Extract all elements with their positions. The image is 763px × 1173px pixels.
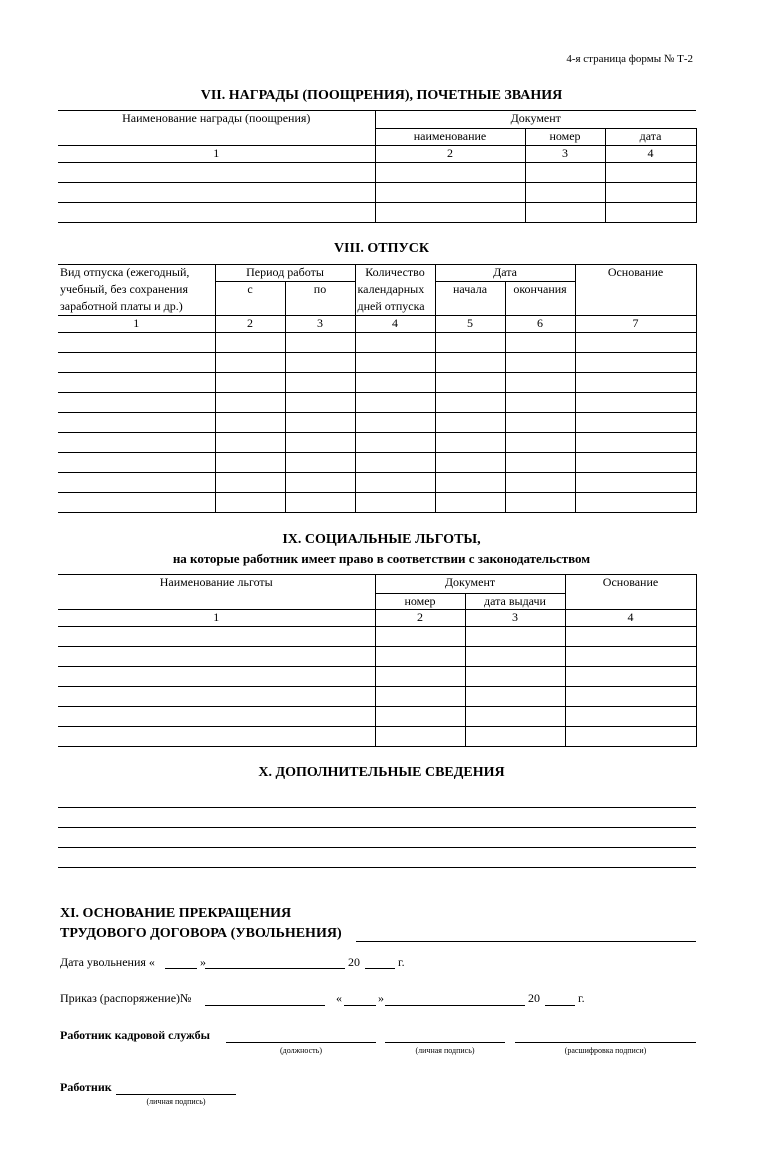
leave-header-type-line3: заработной платы и др.)	[60, 298, 183, 313]
benefits-header-number: номер	[375, 594, 465, 610]
table-row	[58, 627, 696, 647]
leave-header-date: Дата	[435, 265, 575, 282]
dismissal-year-suffix: г.	[398, 955, 405, 969]
leave-header-start: начала	[435, 282, 505, 316]
leave-header-basis: Основание	[575, 265, 696, 316]
benefits-header-name: Наименование льготы	[58, 575, 375, 610]
awards-colnum-1: 1	[58, 146, 375, 163]
leave-colnum-2: 2	[215, 316, 285, 333]
table-row	[58, 493, 696, 513]
hr-position-caption: (должность)	[280, 1046, 322, 1055]
hr-signature-caption: (личная подпись)	[415, 1046, 475, 1055]
dismissal-month-field[interactable]	[205, 968, 345, 969]
awards-header-docname: наименование	[375, 129, 525, 146]
leave-header-from: с	[215, 282, 285, 316]
additional-info-line-2[interactable]	[58, 827, 696, 828]
employee-signature-field[interactable]	[116, 1094, 236, 1095]
order-label: Приказ (распоряжение)№	[60, 991, 192, 1005]
dismissal-quote-close: »	[200, 955, 206, 969]
dismissal-year-field[interactable]	[365, 968, 395, 969]
order-quote-close: »	[378, 991, 384, 1005]
leave-colnum-6: 6	[505, 316, 575, 333]
awards-colnum-3: 3	[525, 146, 605, 163]
leave-header-to: по	[285, 282, 355, 316]
leave-header-type-line2: учебный, без сохранения	[60, 281, 188, 296]
leave-header-count: Количество	[355, 265, 435, 282]
dismissal-date-label: Дата увольнения «	[60, 955, 155, 969]
hr-position-field[interactable]	[226, 1042, 376, 1043]
table-row	[58, 373, 696, 393]
awards-header-document: Документ	[375, 111, 696, 129]
awards-colnum-2: 2	[375, 146, 525, 163]
section-9-title: IX. СОЦИАЛЬНЫЕ ЛЬГОТЫ,	[282, 532, 481, 547]
dismissal-year-prefix: 20	[348, 955, 360, 969]
order-year-suffix: г.	[578, 991, 585, 1005]
hr-signature-decode-field[interactable]	[515, 1042, 696, 1043]
awards-header-number: номер	[525, 129, 605, 146]
awards-header-date: дата	[605, 129, 696, 146]
benefits-header-basis: Основание	[565, 575, 696, 610]
table-row	[58, 393, 696, 413]
table-row	[58, 473, 696, 493]
awards-colnum-4: 4	[605, 146, 696, 163]
employee-signature-caption: (личная подпись)	[146, 1097, 206, 1106]
leave-colnum-7: 7	[575, 316, 696, 333]
table-row	[58, 667, 696, 687]
order-day-field[interactable]	[344, 1005, 376, 1006]
table-row	[58, 353, 696, 373]
leave-header-count-line2: календарных	[355, 282, 435, 299]
section-11-title-line1: XI. ОСНОВАНИЕ ПРЕКРАЩЕНИЯ	[60, 906, 292, 921]
leave-header-end: окончания	[505, 282, 575, 316]
table-row	[58, 433, 696, 453]
table-row	[58, 163, 696, 183]
benefits-table	[58, 574, 697, 747]
benefits-colnum-3: 3	[465, 610, 565, 627]
additional-info-line-1[interactable]	[58, 807, 696, 808]
table-row	[58, 183, 696, 203]
order-month-field[interactable]	[385, 1005, 525, 1006]
table-row	[58, 647, 696, 667]
leave-header-count-line3: дней отпуска	[355, 299, 435, 316]
order-quote-open: «	[336, 991, 342, 1005]
awards-header-name: Наименование награды (поощрения)	[58, 111, 375, 146]
section-10-title: X. ДОПОЛНИТЕЛЬНЫЕ СВЕДЕНИЯ	[258, 765, 505, 780]
section-11-title-line2: ТРУДОВОГО ДОГОВОРА (УВОЛЬНЕНИЯ)	[60, 926, 342, 941]
table-row	[58, 687, 696, 707]
leave-header-period: Период работы	[215, 265, 355, 282]
table-row	[58, 413, 696, 433]
section-9-subtitle: на которые работник имеет право в соответствии с законодательством	[172, 551, 591, 566]
additional-info-line-4[interactable]	[58, 867, 696, 868]
termination-basis-field[interactable]	[356, 941, 696, 942]
leave-colnum-3: 3	[285, 316, 355, 333]
benefits-colnum-4: 4	[565, 610, 696, 627]
section-7-title: VII. НАГРАДЫ (ПООЩРЕНИЯ), ПОЧЕТНЫЕ ЗВАНИЯ	[200, 88, 563, 103]
benefits-colnum-1: 1	[58, 610, 375, 627]
order-year-field[interactable]	[545, 1005, 575, 1006]
leave-colnum-1: 1	[58, 316, 215, 333]
leave-table	[58, 264, 697, 513]
leave-header-type: Вид отпуска (ежегодный,	[58, 265, 215, 282]
benefits-header-document: Документ	[375, 575, 565, 594]
employee-label: Работник	[60, 1080, 112, 1094]
leave-colnum-5: 5	[435, 316, 505, 333]
hr-signature-field[interactable]	[385, 1042, 505, 1043]
hr-officer-label: Работник кадровой службы	[60, 1028, 210, 1042]
table-row	[58, 203, 696, 223]
order-year-prefix: 20	[528, 991, 540, 1005]
benefits-header-issue: дата выдачи	[465, 594, 565, 610]
order-number-field[interactable]	[205, 1005, 325, 1006]
awards-table	[58, 110, 697, 223]
hr-decode-caption: (расшифровка подписи)	[564, 1046, 647, 1055]
table-row	[58, 453, 696, 473]
form-page-note: 4-я страница формы № Т-2	[566, 53, 693, 65]
dismissal-day-field[interactable]	[165, 968, 197, 969]
table-row	[58, 727, 696, 747]
section-8-title: VIII. ОТПУСК	[333, 241, 430, 256]
leave-colnum-4: 4	[355, 316, 435, 333]
additional-info-line-3[interactable]	[58, 847, 696, 848]
benefits-colnum-2: 2	[375, 610, 465, 627]
table-row	[58, 333, 696, 353]
table-row	[58, 707, 696, 727]
